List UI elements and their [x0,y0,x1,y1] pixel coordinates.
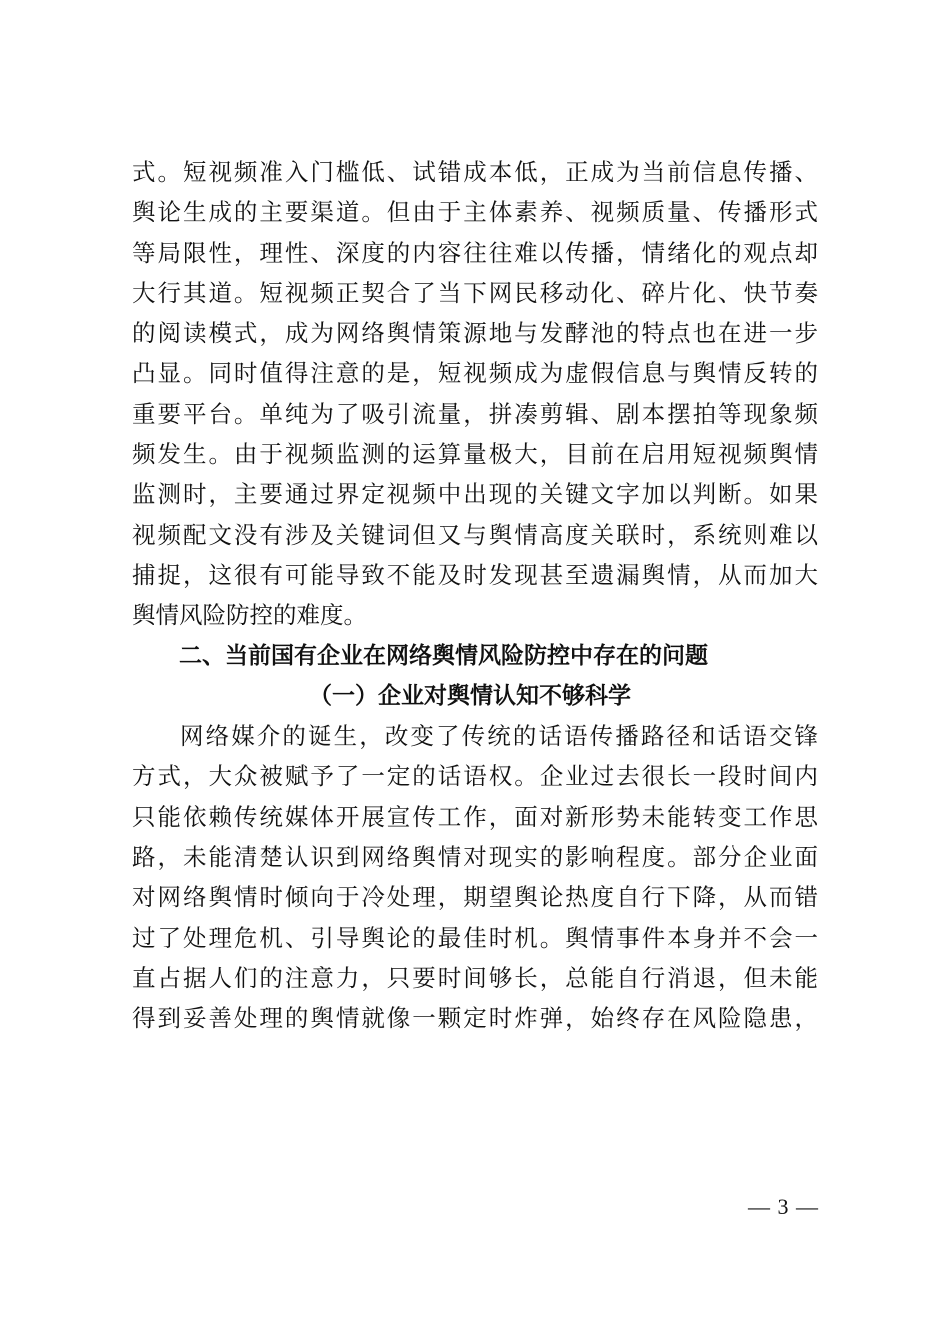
body-line: 过了处理危机、引导舆论的最佳时机。舆情事件本身并不会一 [132,923,818,952]
body-line: 等局限性，理性、深度的内容往往难以传播，情绪化的观点却 [132,238,818,267]
body-line: 舆论生成的主要渠道。但由于主体素养、视频质量、传播形式 [132,198,818,227]
body-line: 凸显。同时值得注意的是，短视频成为虚假信息与舆情反转的 [132,359,818,388]
body-line: 重要平台。单纯为了吸引流量，拼凑剪辑、剧本摆拍等现象频 [132,399,818,428]
body-line: 视频配文没有涉及关键词但又与舆情高度关联时，系统则难以 [132,520,818,549]
body-line: 方式，大众被赋予了一定的话语权。企业过去很长一段时间内 [132,762,818,791]
subsection-heading: （一）企业对舆情认知不够科学 [309,681,631,709]
body-line: 得到妥善处理的舆情就像一颗定时炸弹，始终存在风险隐患， [132,1004,818,1033]
body-line: 的阅读模式，成为网络舆情策源地与发酵池的特点也在进一步 [132,319,818,348]
section-heading: 二、当前国有企业在网络舆情风险防控中存在的问题 [179,642,708,669]
body-line: 对网络舆情时倾向于冷处理，期望舆论热度自行下降，从而错 [132,883,818,912]
body-line-last: 舆情风险防控的难度。 [132,601,367,630]
body-line: 直占据人们的注意力，只要时间够长，总能自行消退，但未能 [132,963,818,992]
body-line: 路，未能清楚认识到网络舆情对现实的影响程度。部分企业面 [132,843,818,872]
body-line: 频发生。由于视频监测的运算量极大，目前在启用短视频舆情 [132,440,818,469]
document-body [132,152,818,1039]
body-line: 大行其道。短视频正契合了当下网民移动化、碎片化、快节奏 [132,278,818,307]
body-line: 监测时，主要通过界定视频中出现的关键文字加以判断。如果 [132,480,818,509]
paragraph-first-line: 网络媒介的诞生，改变了传统的话语传播路径和话语交锋 [180,722,818,751]
body-line: 捕捉，这很有可能导致不能及时发现甚至遗漏舆情，从而加大 [132,560,818,589]
body-line: 只能依赖传统媒体开展宣传工作，面对新形势未能转变工作思 [132,802,818,831]
body-line: 式。短视频准入门槛低、试错成本低，正成为当前信息传播、 [132,158,818,186]
page-number: — 3 — [748,1194,819,1219]
